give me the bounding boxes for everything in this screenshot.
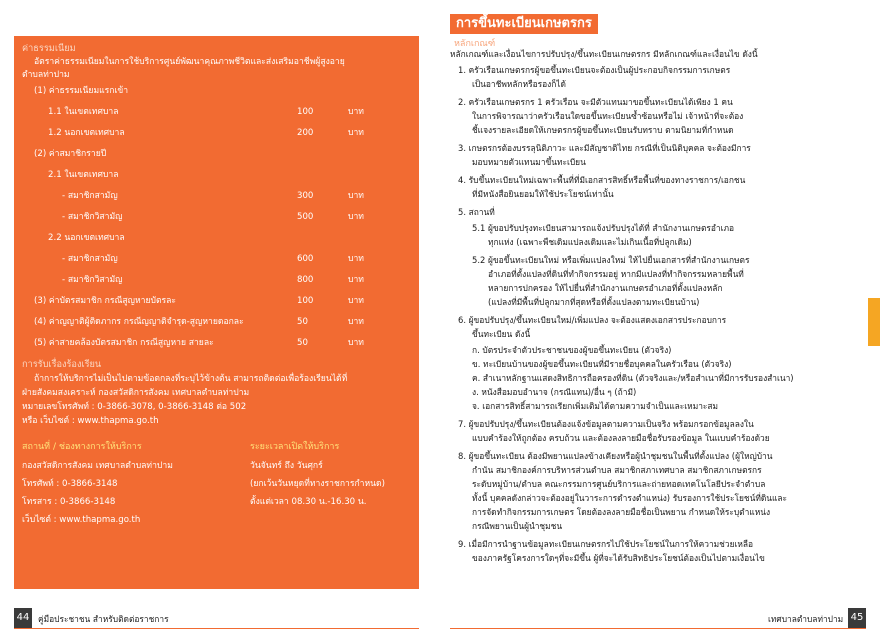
complaint-line-1: ถ้าการให้บริการไม่เป็นไปตามข้อตกลงที่ระบุไว้ข้างต้น สามารถติดต่อเพื่อร้องเรียนได้ที่ (34, 374, 348, 384)
complaint-line-2: ฝ่ายสังคมสงเคราะห์ กองสวัสดิการสังคม เทศบาลตำบลท่าปาม (22, 388, 250, 398)
criteria-line: แบบคำร้องให้ถูกต้อง ครบถ้วน และต้องลงลายมือชื่อรับรองข้อมูล ในแบบคำร้องด้วย (472, 433, 770, 443)
place-line-2: โทรศัพท์ : 0-3866-3148 (22, 479, 118, 489)
place-line-1: กองสวัสดิการสังคม เทศบาลตำบลท่าปาม (22, 461, 173, 471)
fee-label: - สมาชิกสามัญ (62, 254, 118, 264)
fee-value: 800 (297, 275, 314, 285)
criteria-line: 3. เกษตรกรต้องบรรลุนิติภาวะ และมีสัญชาติไทย กรณีที่เป็นนิติบุคคล จะต้องมีการ (458, 143, 751, 153)
place-line-3: โทรสาร : 0-3866-3148 (22, 497, 116, 507)
page-subtitle: หลักเกณฑ์ (454, 39, 496, 49)
criteria-line: 4. รับขึ้นทะเบียนใหม่เฉพาะพื้นที่ที่มีเอกสารสิทธิ์หรือพื้นที่ของทางราชการ/เอกชน (458, 175, 746, 185)
fee-label: 1.2 นอกเขตเทศบาล (48, 128, 125, 138)
right-footer-rule (450, 628, 866, 629)
criteria-line: 1. ครัวเรือนเกษตรกรผู้ขอขึ้นทะเบียนจะต้องเป็นผู้ประกอบกิจกรรมการเกษตร (458, 65, 731, 75)
complaint-line-3: หมายเลขโทรศัพท์ : 0-3866-3078, 0-3866-3148 ต่อ 502 (22, 402, 247, 412)
fee-unit: บาท (348, 254, 364, 264)
left-page-number: 44 (14, 608, 32, 628)
fee-unit: บาท (348, 191, 364, 201)
criteria-line: กำนัน สมาชิกองค์การบริหารส่วนตำบล สมาชิกสภาเทศบาล สมาชิกสภาเกษตรกร (472, 465, 762, 475)
fee-label: - สมาชิกสามัญ (62, 191, 118, 201)
criteria-line: ทุกแห่ง (เฉพาะพืชเดิมแปลงเดิมและไม่เกินเนื้อที่ปลูกเดิม) (488, 237, 692, 247)
fee-unit: บาท (348, 317, 364, 327)
criteria-line: 8. ผู้ขอขึ้นทะเบียน ต้องมีพยานแปลงข้างเคียงหรือผู้นำชุมชนในพื้นที่ตั้งแปลง (ผู้ใหญ่บ้าน (458, 451, 773, 461)
criteria-line: เป็นอาชีพหลักหรือรองก็ได้ (472, 79, 566, 89)
fee-unit: บาท (348, 296, 364, 306)
left-footer-text: คู่มือประชาชน สำหรับติดต่อราชการ (38, 614, 169, 624)
fee-unit: บาท (348, 212, 364, 222)
criteria-line: ที่มีหนังสือยินยอมให้ใช้ประโยชน์เท่านั้น (472, 189, 614, 199)
fee-value: 100 (297, 107, 314, 117)
time-line-1: วันจันทร์ ถึง วันศุกร์ (250, 461, 323, 471)
complaint-heading: การรับเรื่องร้องเรียน (22, 359, 102, 370)
criteria-line: จ. เอกสารสิทธิ์สามารถเรียกเพิ่มเติมได้ตามความจำเป็นและเหมาะสม (472, 401, 719, 411)
place-heading: สถานที่ / ช่องทางการให้บริการ (22, 442, 142, 452)
criteria-line: ง. หนังสือมอบอำนาจ (กรณีแทน)/อื่น ๆ (ถ้ามี) (472, 387, 637, 397)
fee-label: - สมาชิกวิสามัญ (62, 212, 123, 222)
fee-label: (4) ค่าญญาติผู้ติดภากร กรณีญญาติจำรุด-สูญหายดอกละ (34, 317, 244, 327)
criteria-intro: หลักเกณฑ์และเงื่อนไขการปรับปรุง/ขึ้นทะเบียนเกษตรกร มีหลักเกณฑ์และเงื่อนไข ดังนี้ (450, 49, 758, 59)
criteria-line: (แปลงที่มีพื้นที่ปลูกมากที่สุดหรือที่ตั้งแปลงตามทะเบียนบ้าน) (488, 297, 700, 307)
fee-label: 2.1 ในเขตเทศบาล (48, 170, 119, 180)
fee-value: 100 (297, 296, 314, 306)
fee-intro-2: ตำบลท่าปาม (22, 70, 70, 80)
criteria-line: ก. บัตรประจำตัวประชาชนของผู้ขอขึ้นทะเบียน (ตัวจริง) (472, 345, 672, 355)
fee-value: 500 (297, 212, 314, 222)
fee-value: 600 (297, 254, 314, 264)
place-line-4: เว็บไซต์ : www.thapma.go.th (22, 515, 141, 525)
fee-label: 1.1 ในเขตเทศบาล (48, 107, 119, 117)
fee-label: (5) ค่าสายคล้องบัตรสมาชิก กรณีสูญหาย สายละ (34, 338, 214, 348)
criteria-line: ข. ทะเบียนบ้านของผู้ขอขึ้นทะเบียนที่มีรายชื่อบุคคลในครัวเรือน (ตัวจริง) (472, 359, 732, 369)
fee-unit: บาท (348, 107, 364, 117)
criteria-line: 6. ผู้ขอปรับปรุง/ขึ้นทะเบียนใหม่/เพิ่มแปลง จะต้องแสดงเอกสารประกอบการ (458, 315, 727, 325)
time-line-2: (ยกเว้นวันหยุดที่ทางราชการกำหนด) (250, 479, 385, 489)
fee-value: 300 (297, 191, 314, 201)
fee-value: 50 (297, 317, 308, 327)
fee-label: (3) ค่าบัตรสมาชิก กรณีสูญหายบัตรละ (34, 296, 177, 306)
fee-value: 50 (297, 338, 308, 348)
criteria-line: 5. สถานที่ (458, 207, 495, 217)
criteria-line: ชี้แจงรายละเอียดให้เกษตรกรผู้ขอขึ้นทะเบียนรับทราบ ตามนิยามที่กำหนด (472, 125, 734, 135)
fee-label: (2) ค่าสมาชิกรายปี (34, 149, 107, 159)
right-page-number: 45 (848, 608, 866, 628)
criteria-line: 2. ครัวเรือนเกษตรกร 1 ครัวเรือน จะมีตัวแทนมาขอขึ้นทะเบียนได้เพียง 1 คน (458, 97, 733, 107)
criteria-line: อำเภอที่ตั้งแปลงที่ดินที่ทำกิจกรรมอยู่ หากมีแปลงที่ทำกิจกรรมหลายพื้นที่ (488, 269, 744, 279)
criteria-line: ค. สำเนาหลักฐานแสดงสิทธิการถือครองที่ดิน (ตัวจริงและ/หรือสำเนาที่มีการรับรองสำเนา) (472, 373, 794, 383)
fee-heading: ค่าธรรมเนียม (22, 43, 76, 54)
criteria-line: กรณีพยานเป็นผู้นำชุมชน (472, 521, 563, 531)
time-heading: ระยะเวลาเปิดให้บริการ (250, 442, 340, 452)
time-line-3: ตั้งแต่เวลา 08.30 น.-16.30 น. (250, 497, 367, 507)
criteria-line: 5.1 ผู้ขอปรับปรุงทะเบียนสามารถแจ้งปรับปรุงได้ที่ สำนักงานเกษตรอำเภอ (472, 223, 735, 233)
complaint-line-4: หรือ เว็บไซต์ : www.thapma.go.th (22, 416, 159, 426)
fee-panel (14, 36, 419, 589)
fee-unit: บาท (348, 128, 364, 138)
page-title: การขึ้นทะเบียนเกษตรกร (450, 14, 598, 34)
criteria-line: หลายการปกครอง ให้ไปยื่นที่สำนักงานเกษตรอำเภอที่ตั้งแปลงหลัก (488, 283, 723, 293)
criteria-line: ในการพิจารณาว่าครัวเรือนใดขอขึ้นทะเบียนซ้ำซ้อนหรือไม่ เจ้าหน้าที่จะต้อง (472, 111, 744, 121)
criteria-line: 9. เมื่อมีการนำฐานข้อมูลทะเบียนเกษตรกรไปใช้ประโยชน์ในการให้ความช่วยเหลือ (458, 539, 754, 549)
criteria-line: มอบหมายตัวแทนมาขึ้นทะเบียน (472, 157, 586, 167)
criteria-line: ของภาครัฐโครงการใดๆที่จะมีขึ้น ผู้ที่จะได้รับสิทธิประโยชน์ต้องเป็นไปตามเงื่อนไข (472, 553, 765, 563)
criteria-line: 5.2 ผู้ขอขึ้นทะเบียนใหม่ หรือเพิ่มแปลงใหม่ ให้ไปยื่นเอกสารที่สำนักงานเกษตร (472, 255, 750, 265)
fee-label: - สมาชิกวิสามัญ (62, 275, 123, 285)
criteria-line: ระดับหมู่บ้าน/ตำบล คณะกรรมการศูนย์บริการและถ่ายทอดเทคโนโลยีประจำตำบล (472, 479, 766, 489)
criteria-line: การจัดทำกิจกรรมการเกษตร โดยต้องลงลายมือชื่อเป็นพยาน กำหนดให้ระบุตำแหน่ง (472, 507, 771, 517)
fee-intro-1: อัตราค่าธรรมเนียมในการใช้บริการศูนย์พัฒนาคุณภาพชีวิตและส่งเสริมอาชีพผู้สูงอายุ (34, 57, 345, 67)
side-tab (868, 298, 880, 346)
left-footer-rule (14, 628, 419, 629)
criteria-line: ทั้งนี้ บุคคลดังกล่าวจะต้องอยู่ในวาระการดำรงตำแหน่ง) รับรองการใช้ประโยชน์ที่ดินและ (472, 493, 788, 503)
fee-label: (1) ค่าธรรมเนียมแรกเข้า (34, 86, 129, 96)
right-footer-text: เทศบาลตำบลท่าปาม (768, 614, 844, 624)
fee-label: 2.2 นอกเขตเทศบาล (48, 233, 125, 243)
fee-value: 200 (297, 128, 314, 138)
criteria-line: 7. ผู้ขอปรับปรุง/ขึ้นทะเบียนต้องแจ้งข้อมูลตามความเป็นจริง พร้อมกรอกข้อมูลลงใน (458, 419, 754, 429)
criteria-line: ขึ้นทะเบียน ดังนี้ (472, 329, 531, 339)
fee-unit: บาท (348, 275, 364, 285)
fee-unit: บาท (348, 338, 364, 348)
